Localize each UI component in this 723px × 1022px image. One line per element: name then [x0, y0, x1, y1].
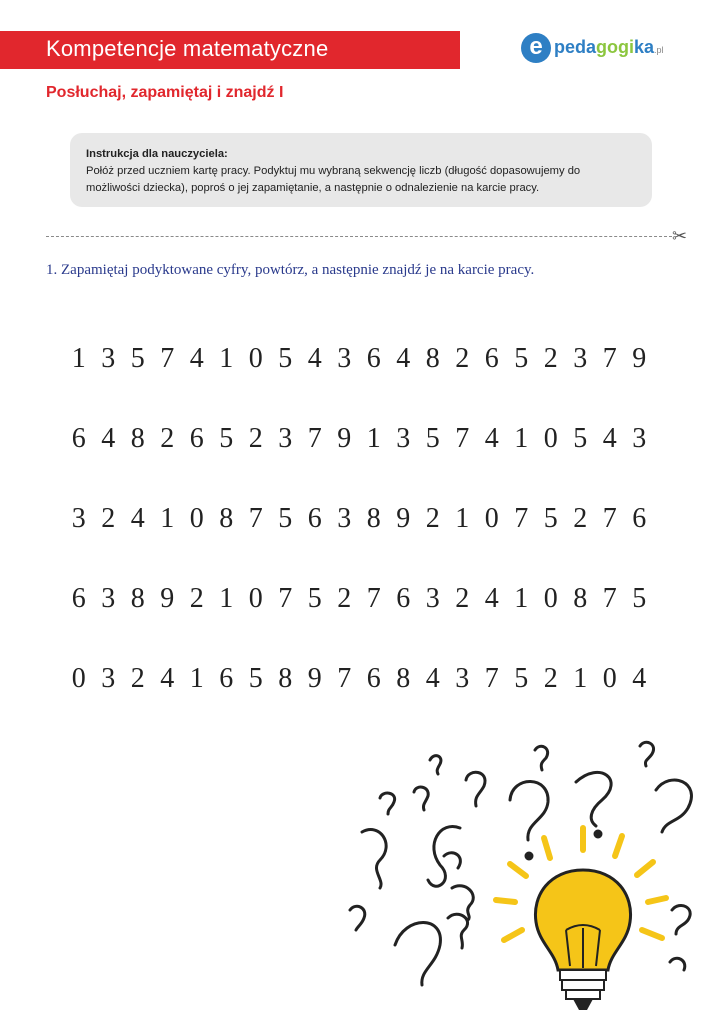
- digit: 7: [248, 503, 263, 534]
- digit: 2: [130, 663, 145, 694]
- logo-e-icon: e: [521, 33, 551, 63]
- digit: 7: [366, 583, 381, 614]
- lightbulb-icon: [535, 870, 630, 1010]
- worksheet-subtitle: Posłuchaj, zapamiętaj i znajdź I: [46, 84, 284, 101]
- digit: 2: [455, 343, 470, 374]
- digit: 0: [602, 663, 617, 694]
- digit: 5: [307, 583, 322, 614]
- digit: 0: [189, 503, 204, 534]
- digit: 5: [130, 343, 145, 374]
- brand-logo: [521, 33, 691, 67]
- digit: 0: [248, 343, 263, 374]
- digit: 3: [573, 343, 588, 374]
- digit: 4: [425, 663, 440, 694]
- digit-row: [64, 343, 654, 375]
- page-title: Kompetencje matematyczne: [46, 36, 329, 61]
- teacher-instruction-box: [70, 133, 652, 207]
- digit: 3: [278, 423, 293, 454]
- digit: 3: [337, 503, 352, 534]
- digit: 8: [130, 583, 145, 614]
- logo-wordmark: pedagogika.pl: [554, 37, 664, 57]
- digit: 3: [71, 503, 86, 534]
- digit: 0: [248, 583, 263, 614]
- digit: 7: [602, 583, 617, 614]
- digit: 3: [632, 423, 647, 454]
- digit: 2: [189, 583, 204, 614]
- instruction-title: Instrukcja dla nauczyciela:: [86, 148, 228, 160]
- digit: 9: [307, 663, 322, 694]
- digit: 6: [71, 423, 86, 454]
- header-bar: [0, 31, 460, 69]
- digit: 3: [101, 583, 116, 614]
- instruction-body: Połóż przed uczniem kartę pracy. Podyktuj mu wybraną sekwencję liczb (długość dopasowujemy do możliwości dziecka), poproś o jej zapamiętanie, a następnie o odnalezienie na karcie pracy.: [86, 165, 581, 194]
- digit: 3: [396, 423, 411, 454]
- digit: 9: [160, 583, 175, 614]
- digit: 8: [130, 423, 145, 454]
- digit: 7: [278, 583, 293, 614]
- digit: 4: [484, 583, 499, 614]
- digit: 6: [396, 583, 411, 614]
- digit: 7: [307, 423, 322, 454]
- digit: 9: [632, 343, 647, 374]
- digit: 2: [248, 423, 263, 454]
- digit: 0: [71, 663, 86, 694]
- digit: 7: [602, 343, 617, 374]
- digit: 1: [219, 343, 234, 374]
- digit-row: [64, 423, 654, 455]
- digit: 3: [101, 663, 116, 694]
- digit: 4: [189, 343, 204, 374]
- digit: 4: [307, 343, 322, 374]
- digit: 2: [543, 663, 558, 694]
- digit: 6: [307, 503, 322, 534]
- digit: 1: [455, 503, 470, 534]
- question-marks: [350, 742, 691, 985]
- digit: 1: [514, 423, 529, 454]
- digit: 4: [632, 663, 647, 694]
- digit: 1: [366, 423, 381, 454]
- digit-row: [64, 663, 654, 695]
- digit: 1: [514, 583, 529, 614]
- digit: 5: [219, 423, 234, 454]
- digit: 9: [396, 503, 411, 534]
- digit: 5: [248, 663, 263, 694]
- digit: 2: [425, 503, 440, 534]
- digit: 2: [455, 583, 470, 614]
- digit: 7: [602, 503, 617, 534]
- digit: 5: [278, 503, 293, 534]
- lightbulb-illustration: [340, 730, 723, 1022]
- digit: 0: [543, 423, 558, 454]
- digit: 2: [573, 503, 588, 534]
- digit: 8: [366, 503, 381, 534]
- digit: 5: [514, 663, 529, 694]
- digit: 7: [337, 663, 352, 694]
- digit: 5: [543, 503, 558, 534]
- digit-row: [64, 583, 654, 615]
- cut-line: [46, 236, 672, 237]
- digit: 5: [278, 343, 293, 374]
- digit: 2: [101, 503, 116, 534]
- digit: 4: [484, 423, 499, 454]
- digit: 7: [160, 343, 175, 374]
- scissors-icon: ✂: [672, 226, 688, 247]
- digit: 6: [189, 423, 204, 454]
- digit: 5: [573, 423, 588, 454]
- digit: 6: [632, 503, 647, 534]
- digit: 6: [484, 343, 499, 374]
- digit: 1: [189, 663, 204, 694]
- digit: 3: [425, 583, 440, 614]
- digit: 6: [366, 663, 381, 694]
- digit: 6: [71, 583, 86, 614]
- digit: 2: [337, 583, 352, 614]
- digit: 3: [337, 343, 352, 374]
- digit: 1: [71, 343, 86, 374]
- digit: 8: [425, 343, 440, 374]
- digit: 8: [573, 583, 588, 614]
- digit-row: [64, 503, 654, 535]
- digit: 8: [219, 503, 234, 534]
- digit: 5: [514, 343, 529, 374]
- digit: 1: [219, 583, 234, 614]
- digit: 3: [101, 343, 116, 374]
- digit: 0: [543, 583, 558, 614]
- digit: 7: [455, 423, 470, 454]
- digit: 5: [425, 423, 440, 454]
- digit: 3: [455, 663, 470, 694]
- task-instruction: 1. Zapamiętaj podyktowane cyfry, powtórz, a następnie znajdź je na karcie pracy.: [46, 262, 535, 278]
- digit: 7: [484, 663, 499, 694]
- digit: 6: [366, 343, 381, 374]
- digit: 4: [602, 423, 617, 454]
- digit: 2: [543, 343, 558, 374]
- digit: 1: [160, 503, 175, 534]
- digit: 1: [573, 663, 588, 694]
- digit: 8: [396, 663, 411, 694]
- digit: 9: [337, 423, 352, 454]
- digit: 2: [160, 423, 175, 454]
- digit: 4: [130, 503, 145, 534]
- digit: 5: [632, 583, 647, 614]
- digit: 0: [484, 503, 499, 534]
- digit: 4: [160, 663, 175, 694]
- digit: 4: [101, 423, 116, 454]
- digit: 6: [219, 663, 234, 694]
- digit: 8: [278, 663, 293, 694]
- digit: 4: [396, 343, 411, 374]
- digit: 7: [514, 503, 529, 534]
